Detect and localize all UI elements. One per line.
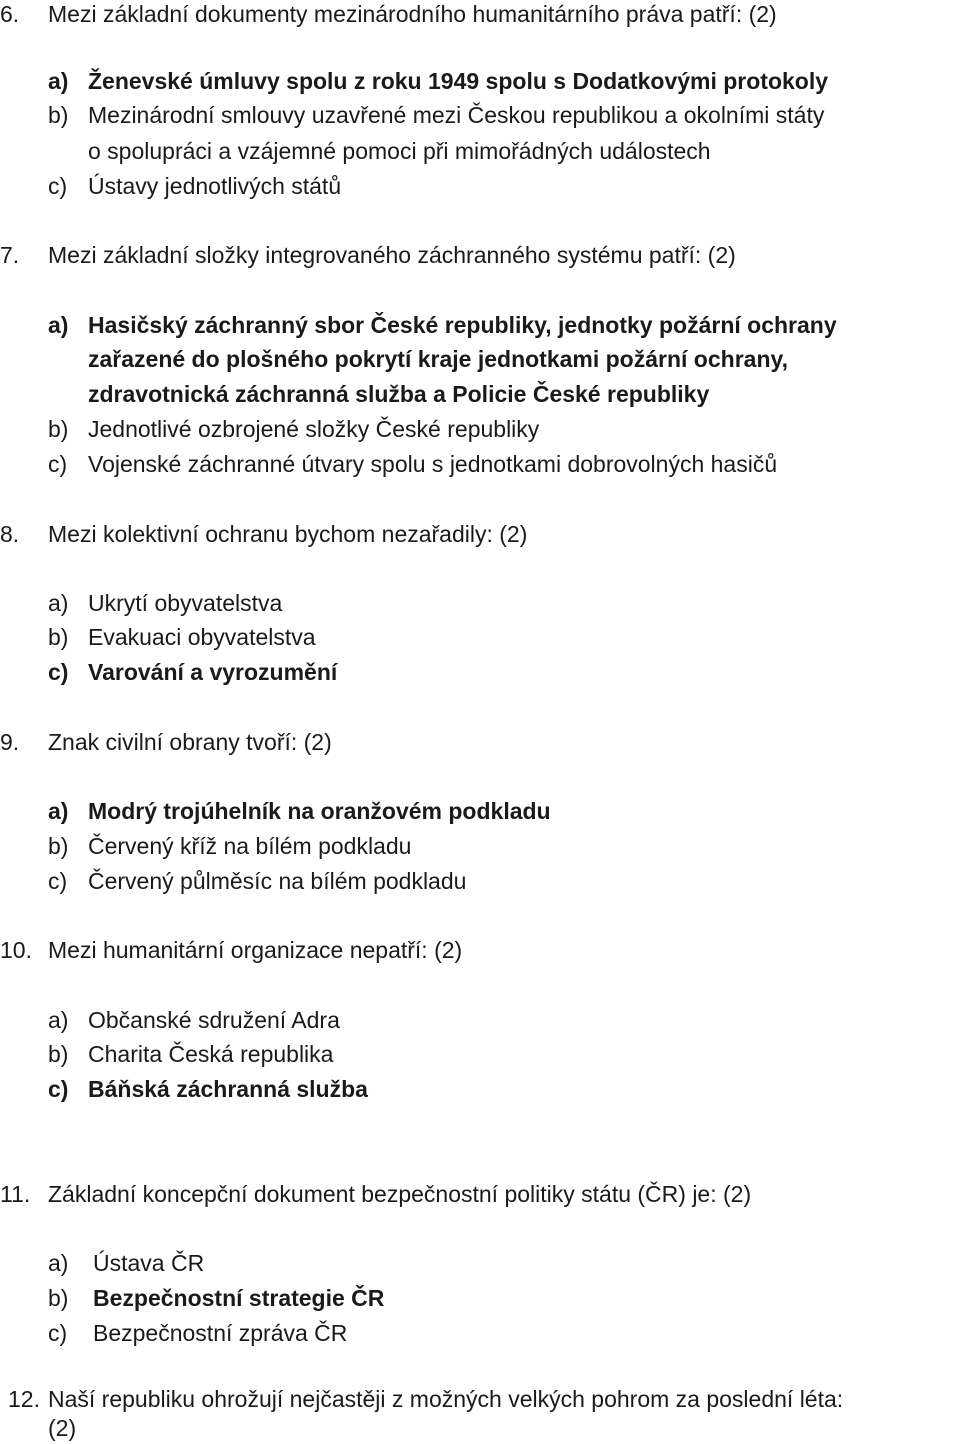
question-text: Mezi humanitární organizace nepatří: (2) (48, 937, 463, 963)
answer-letter: c) (48, 1320, 68, 1346)
answer-text: Červený půlměsíc na bílém podkladu (88, 868, 467, 894)
question-text: Mezi kolektivní ochranu bychom nezařadily: (2) (48, 521, 528, 547)
answer-text: Ústavy jednotlivých států (88, 173, 342, 199)
answer-letter: a) (48, 1007, 69, 1033)
answer-7a-continuation-2: zdravotnická záchranná služba a Policie České republiky (88, 381, 710, 407)
answer-text: Báňská záchranná služba (88, 1076, 368, 1102)
question-number: 9. (0, 729, 20, 755)
question-number: 8. (0, 521, 20, 547)
answer-text: Evakuaci obyvatelstva (88, 624, 316, 650)
answer-letter: a) (48, 312, 69, 338)
answer-letter: b) (48, 1285, 69, 1311)
question-text: Znak civilní obrany tvoří: (2) (48, 729, 332, 755)
answer-letter: c) (48, 451, 68, 477)
answer-letter: c) (48, 173, 68, 199)
question-12-continuation: (2) (48, 1415, 77, 1441)
answer-7a-continuation-1: zařazené do plošného pokrytí kraje jednotkami požární ochrany, (88, 346, 788, 372)
question-text: Základní koncepční dokument bezpečnostní politiky státu (ČR) je: (2) (48, 1181, 752, 1207)
answer-letter: b) (48, 416, 69, 442)
question-text: Naší republiku ohrožují nejčastěji z možných velkých pohrom za poslední léta: (48, 1386, 844, 1412)
answer-text: Bezpečnostní zpráva ČR (93, 1320, 348, 1346)
answer-letter: c) (48, 868, 68, 894)
answer-text: Červený kříž na bílém podkladu (88, 833, 412, 859)
answer-text: Ukrytí obyvatelstva (88, 590, 283, 616)
answer-text: Mezinárodní smlouvy uzavřené mezi Českou republikou a okolními státy (88, 102, 825, 128)
answer-letter: b) (48, 833, 69, 859)
answer-text: Hasičský záchranný sbor České republiky, jednotky požární ochrany (88, 312, 837, 338)
answer-letter: c) (48, 1076, 69, 1102)
answer-text: Modrý trojúhelník na oranžovém podkladu (88, 798, 551, 824)
answer-6b-continuation: o spolupráci a vzájemné pomoci při mimořádných událostech (88, 138, 711, 164)
answer-text: Ženevské úmluvy spolu z roku 1949 spolu s Dodatkovými protokoly (88, 68, 829, 94)
answer-letter: a) (48, 68, 69, 94)
answer-letter: a) (48, 798, 69, 824)
question-number: 6. (0, 1, 20, 27)
question-number: 12. (8, 1386, 40, 1412)
answer-text: Varování a vyrozumění (88, 659, 338, 685)
answer-letter: a) (48, 590, 69, 616)
answer-letter: b) (48, 102, 69, 128)
answer-letter: b) (48, 624, 69, 650)
question-number: 10. (0, 937, 32, 963)
answer-text: Ústava ČR (93, 1250, 205, 1276)
question-number: 11. (0, 1181, 31, 1207)
answer-letter: a) (48, 1250, 69, 1276)
answer-text: Jednotlivé ozbrojené složky České republiky (88, 416, 540, 442)
question-number: 7. (0, 242, 20, 268)
answer-letter: b) (48, 1041, 69, 1067)
question-text: Mezi základní složky integrovaného záchranného systému patří: (2) (48, 242, 736, 268)
answer-text: Vojenské záchranné útvary spolu s jednotkami dobrovolných hasičů (88, 451, 778, 477)
question-text: Mezi základní dokumenty mezinárodního humanitárního práva patří: (2) (48, 1, 777, 27)
answer-text: Bezpečnostní strategie ČR (93, 1285, 385, 1311)
answer-text: Charita Česká republika (88, 1041, 334, 1067)
answer-letter: c) (48, 659, 69, 685)
answer-text: Občanské sdružení Adra (88, 1007, 340, 1033)
